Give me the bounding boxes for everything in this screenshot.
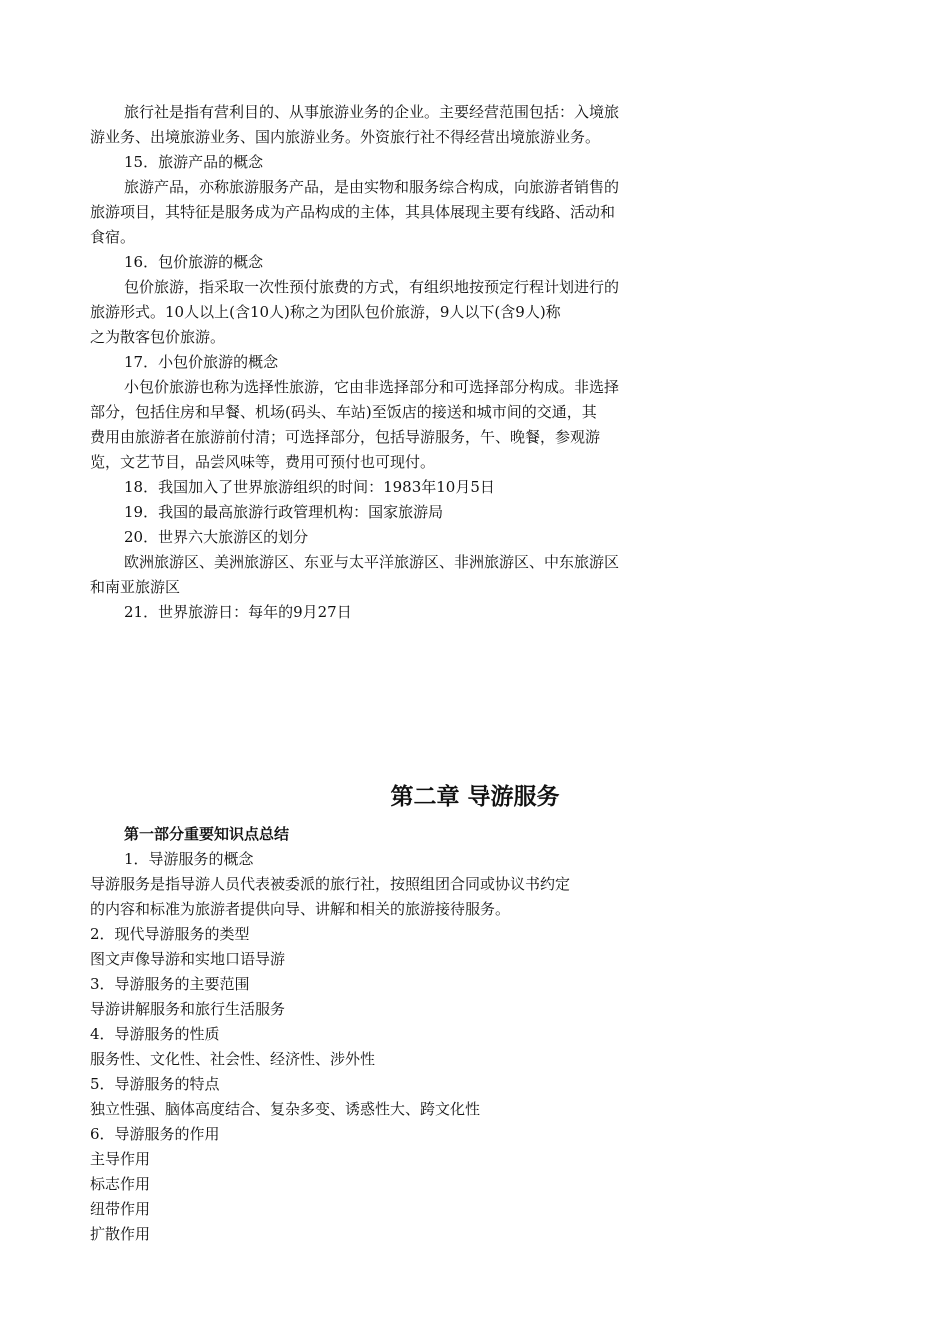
paragraph-line: 费用由旅游者在旅游前付清；可选择部分，包括导游服务，午、晚餐，参观游 <box>90 428 601 446</box>
subheading: 第一部分重要知识点总结 <box>124 825 290 843</box>
paragraph-line: 食宿。 <box>90 228 136 246</box>
paragraph-line: 游业务、出境旅游业务、国内旅游业务。外资旅行社不得经营出境旅游业务。 <box>90 128 601 146</box>
paragraph-line: 和南亚旅游区 <box>90 578 181 596</box>
item-heading: 3．导游服务的主要范围 <box>90 975 250 993</box>
paragraph-line: 导游服务是指导游人员代表被委派的旅行社，按照组团合同或协议书约定 <box>90 875 571 893</box>
section-travel-concepts <box>90 100 690 625</box>
paragraph-line: 旅游形式。10人以上(含10人)称之为团队包价旅游，9人以下(含9人)称 <box>90 303 561 321</box>
list-item: 标志作用 <box>90 1175 151 1193</box>
paragraph-line: 服务性、文化性、社会性、经济性、涉外性 <box>90 1050 376 1068</box>
item-heading: 15．旅游产品的概念 <box>124 153 264 171</box>
paragraph-line: 览，文艺节目，品尝风味等，费用可预付也可现付。 <box>90 453 436 471</box>
item-heading: 2．现代导游服务的类型 <box>90 925 250 943</box>
paragraph-line: 之为散客包价旅游。 <box>90 328 226 346</box>
item-heading: 6．导游服务的作用 <box>90 1125 220 1143</box>
section-guide-service <box>90 822 690 1247</box>
chapter-title: 第二章 导游服务 <box>390 784 560 810</box>
paragraph-line: 独立性强、脑体高度结合、复杂多变、诱惑性大、跨文化性 <box>90 1100 481 1118</box>
list-item: 纽带作用 <box>90 1200 151 1218</box>
paragraph-line: 小包价旅游也称为选择性旅游，它由非选择部分和可选择部分构成。非选择 <box>124 378 620 396</box>
item-heading: 1．导游服务的概念 <box>124 850 254 868</box>
item-heading: 18．我国加入了世界旅游组织的时间：1983年10月5日 <box>124 478 495 496</box>
paragraph-line: 图文声像导游和实地口语导游 <box>90 950 286 968</box>
item-heading: 19．我国的最高旅游行政管理机构：国家旅游局 <box>124 503 444 521</box>
paragraph-line: 欧洲旅游区、美洲旅游区、东亚与太平洋旅游区、非洲旅游区、中东旅游区 <box>124 553 620 571</box>
paragraph-line: 旅行社是指有营利目的、从事旅游业务的企业。主要经营范围包括：入境旅 <box>124 103 620 121</box>
item-heading: 17．小包价旅游的概念 <box>124 353 279 371</box>
list-item: 扩散作用 <box>90 1225 151 1243</box>
paragraph-line: 部分，包括住房和早餐、机场(码头、车站)至饭店的接送和城市间的交通，其 <box>90 403 597 421</box>
paragraph-line: 旅游项目，其特征是服务成为产品构成的主体，其具体展现主要有线路、活动和 <box>90 203 616 221</box>
item-heading: 21．世界旅游日：每年的9月27日 <box>124 603 352 621</box>
paragraph-line: 包价旅游，指采取一次性预付旅费的方式，有组织地按预定行程计划进行的 <box>124 278 620 296</box>
paragraph-line: 的内容和标准为旅游者提供向导、讲解和相关的旅游接待服务。 <box>90 900 511 918</box>
item-heading: 5．导游服务的特点 <box>90 1075 220 1093</box>
paragraph-line: 旅游产品，亦称旅游服务产品，是由实物和服务综合构成，向旅游者销售的 <box>124 178 620 196</box>
item-heading: 16．包价旅游的概念 <box>124 253 264 271</box>
paragraph-line: 导游讲解服务和旅行生活服务 <box>90 1000 286 1018</box>
list-item: 主导作用 <box>90 1150 151 1168</box>
item-heading: 20．世界六大旅游区的划分 <box>124 528 309 546</box>
item-heading: 4．导游服务的性质 <box>90 1025 220 1043</box>
